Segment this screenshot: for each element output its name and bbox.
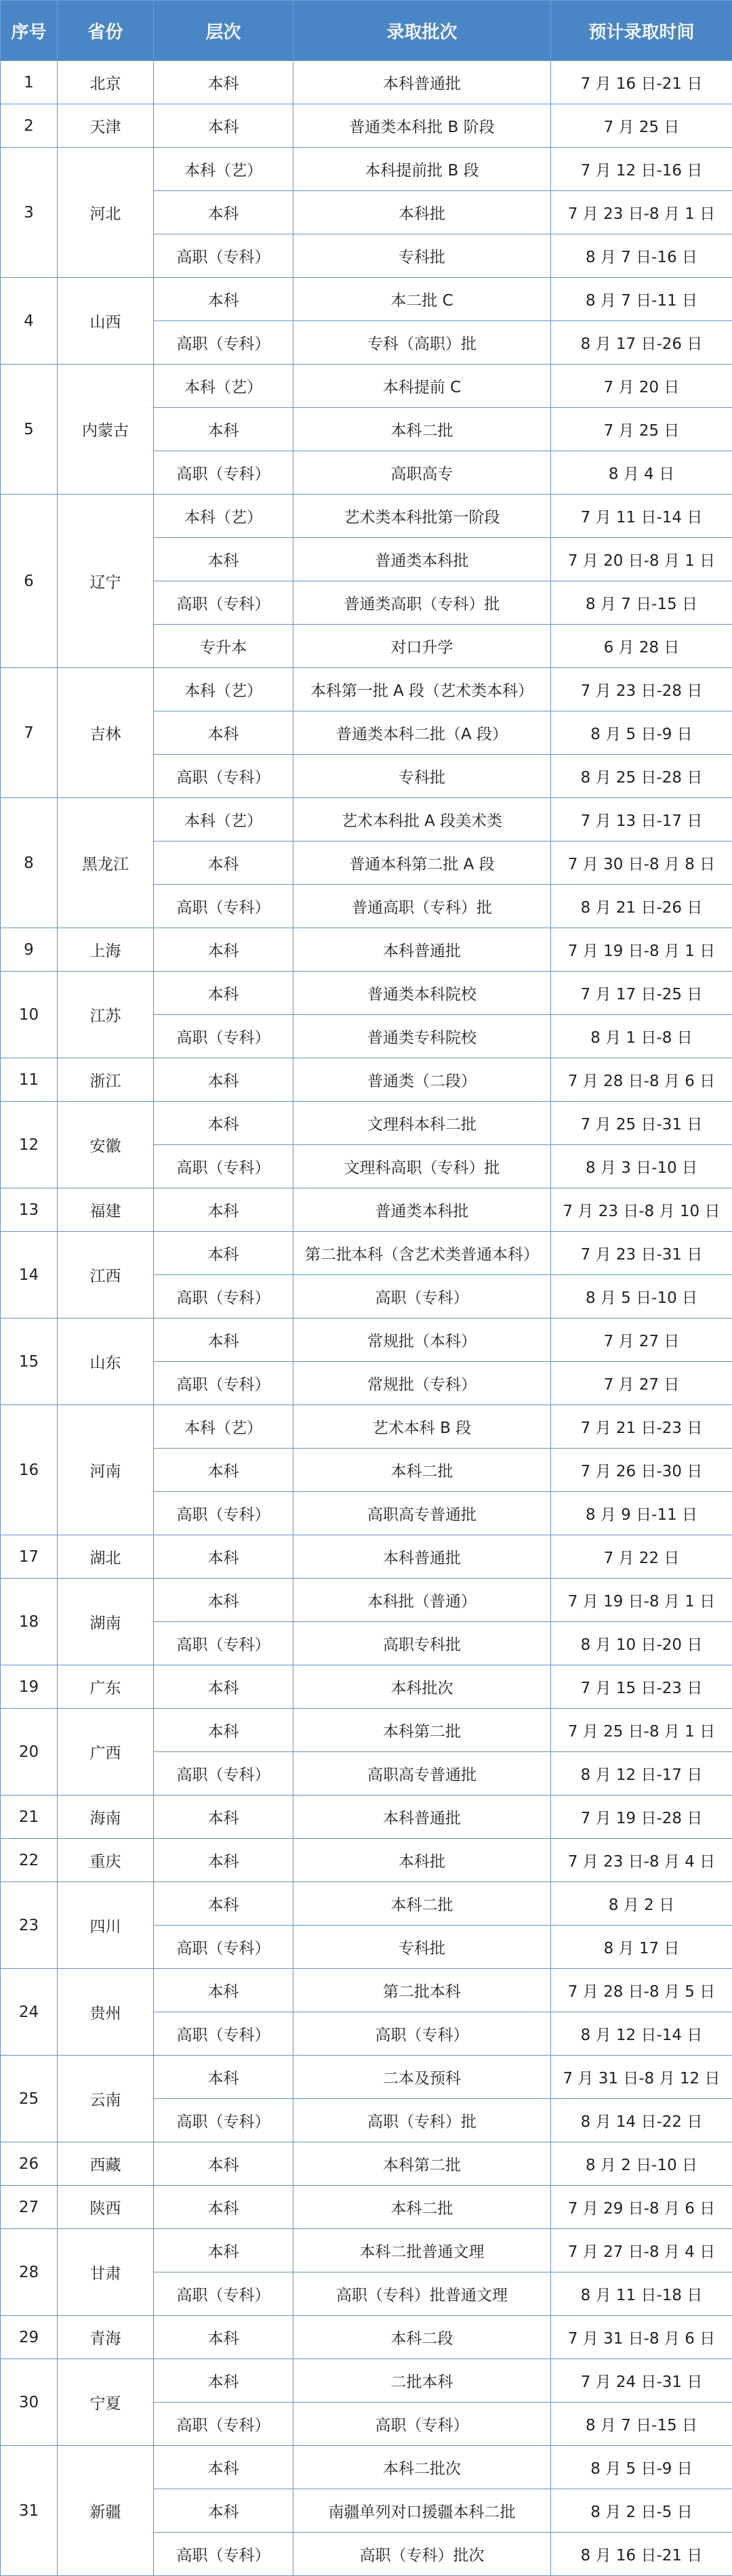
batch-cell: 对口升学 <box>293 625 551 668</box>
header-index: 序号 <box>1 1 58 61</box>
level-cell: 本科 <box>154 1839 293 1882</box>
header-row <box>1 1 732 61</box>
level-cell: 本科 <box>154 1102 293 1145</box>
province-name: 上海 <box>58 928 154 972</box>
batch-cell: 本科二批普通文理 <box>293 2229 551 2272</box>
province-name: 浙江 <box>58 1058 154 1102</box>
batch-cell: 本科普通批 <box>293 1795 551 1839</box>
batch-cell: 本科第二批 <box>293 2142 551 2186</box>
province-name: 陕西 <box>58 2186 154 2229</box>
row-index: 14 <box>1 1232 58 1318</box>
province-name: 辽宁 <box>58 495 154 668</box>
table-row <box>1 278 732 321</box>
row-index: 6 <box>1 495 58 668</box>
level-cell: 高职（专科） <box>154 321 293 365</box>
level-cell: 本科 <box>154 972 293 1015</box>
row-index: 2 <box>1 104 58 148</box>
time-cell: 8 月 14 日-22 日 <box>551 2099 732 2142</box>
time-cell: 7 月 19 日-8 月 1 日 <box>551 1579 732 1622</box>
level-cell: 本科 <box>154 2359 293 2403</box>
batch-cell: 本科批 <box>293 1839 551 1882</box>
level-cell: 本科 <box>154 2186 293 2229</box>
batch-cell: 高职专科批 <box>293 1622 551 1665</box>
level-cell: 高职（专科） <box>154 1926 293 1969</box>
level-cell: 本科 <box>154 928 293 972</box>
table-row <box>1 1318 732 1362</box>
time-cell: 8 月 17 日 <box>551 1926 732 1969</box>
level-cell: 专升本 <box>154 625 293 668</box>
level-cell: 本科（艺） <box>154 1405 293 1449</box>
table-row <box>1 2359 732 2403</box>
province-name: 山东 <box>58 1318 154 1405</box>
province-name: 广西 <box>58 1709 154 1795</box>
row-index: 30 <box>1 2359 58 2446</box>
time-cell: 8 月 10 日-20 日 <box>551 1622 732 1665</box>
batch-cell: 本科提前 C <box>293 365 551 408</box>
batch-cell: 高职高专 <box>293 451 551 495</box>
batch-cell: 普通本科第二批 A 段 <box>293 842 551 885</box>
row-index: 11 <box>1 1058 58 1102</box>
batch-cell: 高职（专科） <box>293 2403 551 2446</box>
time-cell: 7 月 25 日 <box>551 104 732 148</box>
province-name: 北京 <box>58 61 154 104</box>
time-cell: 7 月 22 日 <box>551 1535 732 1579</box>
time-cell: 7 月 30 日-8 月 8 日 <box>551 842 732 885</box>
time-cell: 7 月 28 日-8 月 5 日 <box>551 1969 732 2012</box>
table-row <box>1 104 732 148</box>
time-cell: 7 月 31 日-8 月 6 日 <box>551 2316 732 2359</box>
row-index: 25 <box>1 2056 58 2142</box>
time-cell: 8 月 9 日-11 日 <box>551 1492 732 1535</box>
province-name: 内蒙古 <box>58 365 154 495</box>
table-row <box>1 1188 732 1232</box>
level-cell: 本科 <box>154 1665 293 1709</box>
batch-cell: 本科批 <box>293 191 551 234</box>
province-name: 山西 <box>58 278 154 365</box>
level-cell: 本科 <box>154 1795 293 1839</box>
province-name: 宁夏 <box>58 2359 154 2446</box>
batch-cell: 第二批本科（含艺术类普通本科） <box>293 1232 551 1275</box>
batch-cell: 本科第二批 <box>293 1709 551 1752</box>
time-cell: 8 月 17 日-26 日 <box>551 321 732 365</box>
time-cell: 7 月 11 日-14 日 <box>551 495 732 538</box>
level-cell: 本科 <box>154 1709 293 1752</box>
table-row <box>1 1535 732 1579</box>
level-cell: 本科 <box>154 2142 293 2186</box>
province-name: 福建 <box>58 1188 154 1232</box>
batch-cell: 普通类本科批 <box>293 1188 551 1232</box>
level-cell: 高职（专科） <box>154 2272 293 2316</box>
time-cell: 7 月 25 日 <box>551 408 732 451</box>
level-cell: 本科 <box>154 1882 293 1926</box>
level-cell: 本科（艺） <box>154 365 293 408</box>
batch-cell: 高职（专科）批普通文理 <box>293 2272 551 2316</box>
time-cell: 7 月 31 日-8 月 12 日 <box>551 2056 732 2099</box>
batch-cell: 南疆单列对口援疆本科二批 <box>293 2489 551 2533</box>
table-row <box>1 1579 732 1622</box>
row-index: 20 <box>1 1709 58 1795</box>
table-row <box>1 1405 732 1449</box>
time-cell: 7 月 12 日-16 日 <box>551 148 732 191</box>
level-cell: 本科 <box>154 1188 293 1232</box>
province-name: 吉林 <box>58 668 154 798</box>
table-row <box>1 2142 732 2186</box>
time-cell: 8 月 16 日-21 日 <box>551 2533 732 2576</box>
row-index: 7 <box>1 668 58 798</box>
batch-cell: 艺术类本科批第一阶段 <box>293 495 551 538</box>
batch-cell: 高职（专科） <box>293 2012 551 2056</box>
province-name: 江西 <box>58 1232 154 1318</box>
row-index: 12 <box>1 1102 58 1188</box>
level-cell: 高职（专科） <box>154 451 293 495</box>
table-row <box>1 1969 732 2012</box>
table-row <box>1 2186 732 2229</box>
time-cell: 7 月 19 日-8 月 1 日 <box>551 928 732 972</box>
batch-cell: 专科批 <box>293 755 551 798</box>
batch-cell: 二本及预科 <box>293 2056 551 2099</box>
batch-cell: 高职（专科）批 <box>293 2099 551 2142</box>
level-cell: 高职（专科） <box>154 1145 293 1188</box>
level-cell: 本科（艺） <box>154 798 293 842</box>
batch-cell: 二批本科 <box>293 2359 551 2403</box>
level-cell: 高职（专科） <box>154 1492 293 1535</box>
row-index: 22 <box>1 1839 58 1882</box>
level-cell: 本科 <box>154 61 293 104</box>
level-cell: 高职（专科） <box>154 1752 293 1795</box>
time-cell: 7 月 23 日-28 日 <box>551 668 732 711</box>
row-index: 17 <box>1 1535 58 1579</box>
batch-cell: 本科普通批 <box>293 61 551 104</box>
time-cell: 7 月 23 日-8 月 1 日 <box>551 191 732 234</box>
province-name: 云南 <box>58 2056 154 2142</box>
level-cell: 高职（专科） <box>154 755 293 798</box>
province-name: 广东 <box>58 1665 154 1709</box>
batch-cell: 专科批 <box>293 234 551 278</box>
table-row <box>1 928 732 972</box>
level-cell: 本科 <box>154 1969 293 2012</box>
row-index: 19 <box>1 1665 58 1709</box>
batch-cell: 本科二批 <box>293 408 551 451</box>
table-row <box>1 2229 732 2272</box>
row-index: 21 <box>1 1795 58 1839</box>
row-index: 28 <box>1 2229 58 2316</box>
level-cell: 本科 <box>154 2316 293 2359</box>
time-cell: 8 月 2 日-10 日 <box>551 2142 732 2186</box>
row-index: 27 <box>1 2186 58 2229</box>
row-index: 29 <box>1 2316 58 2359</box>
time-cell: 7 月 23 日-8 月 10 日 <box>551 1188 732 1232</box>
province-name: 新疆 <box>58 2446 154 2576</box>
row-index: 15 <box>1 1318 58 1405</box>
time-cell: 8 月 11 日-18 日 <box>551 2272 732 2316</box>
table-row <box>1 2056 732 2099</box>
level-cell: 高职（专科） <box>154 1622 293 1665</box>
time-cell: 7 月 17 日-25 日 <box>551 972 732 1015</box>
header-batch: 录取批次 <box>293 1 551 61</box>
level-cell: 本科 <box>154 2446 293 2489</box>
header-time: 预计录取时间 <box>551 1 732 61</box>
province-name: 湖北 <box>58 1535 154 1579</box>
batch-cell: 文理科本科二批 <box>293 1102 551 1145</box>
time-cell: 7 月 26 日-30 日 <box>551 1449 732 1492</box>
batch-cell: 普通类本科批 <box>293 538 551 581</box>
batch-cell: 专科（高职）批 <box>293 321 551 365</box>
province-name: 湖南 <box>58 1579 154 1665</box>
row-index: 31 <box>1 2446 58 2576</box>
level-cell: 高职（专科） <box>154 2403 293 2446</box>
row-index: 9 <box>1 928 58 972</box>
table-row <box>1 1882 732 1926</box>
time-cell: 8 月 7 日-15 日 <box>551 581 732 625</box>
row-index: 13 <box>1 1188 58 1232</box>
province-name: 四川 <box>58 1882 154 1969</box>
batch-cell: 艺术本科 B 段 <box>293 1405 551 1449</box>
batch-cell: 专科批 <box>293 1926 551 1969</box>
batch-cell: 普通高职（专科）批 <box>293 885 551 928</box>
time-cell: 7 月 21 日-23 日 <box>551 1405 732 1449</box>
time-cell: 7 月 27 日 <box>551 1318 732 1362</box>
batch-cell: 常规批（专科） <box>293 1362 551 1405</box>
level-cell: 本科（艺） <box>154 148 293 191</box>
level-cell: 本科（艺） <box>154 668 293 711</box>
batch-cell: 本科二批次 <box>293 2446 551 2489</box>
time-cell: 8 月 7 日-15 日 <box>551 2403 732 2446</box>
batch-cell: 第二批本科 <box>293 1969 551 2012</box>
level-cell: 本科 <box>154 842 293 885</box>
row-index: 8 <box>1 798 58 928</box>
row-index: 16 <box>1 1405 58 1535</box>
time-cell: 7 月 28 日-8 月 6 日 <box>551 1058 732 1102</box>
time-cell: 8 月 25 日-28 日 <box>551 755 732 798</box>
time-cell: 8 月 2 日-5 日 <box>551 2489 732 2533</box>
batch-cell: 普通类本科院校 <box>293 972 551 1015</box>
province-name: 江苏 <box>58 972 154 1058</box>
table-row <box>1 798 732 842</box>
level-cell: 高职（专科） <box>154 581 293 625</box>
level-cell: 高职（专科） <box>154 1275 293 1318</box>
batch-cell: 普通类专科院校 <box>293 1015 551 1058</box>
batch-cell: 普通类本科二批（A 段） <box>293 711 551 755</box>
row-index: 1 <box>1 61 58 104</box>
batch-cell: 本科提前批 B 段 <box>293 148 551 191</box>
time-cell: 8 月 12 日-14 日 <box>551 2012 732 2056</box>
batch-cell: 本科批（普通） <box>293 1579 551 1622</box>
table-row <box>1 1795 732 1839</box>
row-index: 26 <box>1 2142 58 2186</box>
batch-cell: 本科二批 <box>293 1449 551 1492</box>
time-cell: 8 月 5 日-10 日 <box>551 1275 732 1318</box>
table-body <box>1 61 732 2576</box>
level-cell: 高职（专科） <box>154 234 293 278</box>
province-name: 甘肃 <box>58 2229 154 2316</box>
batch-cell: 高职（专科） <box>293 1275 551 1318</box>
level-cell: 本科 <box>154 408 293 451</box>
batch-cell: 高职高专普通批 <box>293 1492 551 1535</box>
batch-cell: 文理科高职（专科）批 <box>293 1145 551 1188</box>
time-cell: 7 月 24 日-31 日 <box>551 2359 732 2403</box>
table-row <box>1 972 732 1015</box>
level-cell: 高职（专科） <box>154 1362 293 1405</box>
province-name: 黑龙江 <box>58 798 154 928</box>
batch-cell: 普通类本科批 B 阶段 <box>293 104 551 148</box>
time-cell: 7 月 20 日-8 月 1 日 <box>551 538 732 581</box>
table-row <box>1 1058 732 1102</box>
province-name: 安徽 <box>58 1102 154 1188</box>
time-cell: 8 月 7 日-16 日 <box>551 234 732 278</box>
level-cell: 高职（专科） <box>154 2533 293 2576</box>
batch-cell: 本科二段 <box>293 2316 551 2359</box>
table-row <box>1 1709 732 1752</box>
batch-cell: 本科批次 <box>293 1665 551 1709</box>
level-cell: 本科 <box>154 711 293 755</box>
time-cell: 7 月 27 日 <box>551 1362 732 1405</box>
table-row <box>1 148 732 191</box>
batch-cell: 常规批（本科） <box>293 1318 551 1362</box>
table-row <box>1 668 732 711</box>
time-cell: 8 月 2 日 <box>551 1882 732 1926</box>
table-row <box>1 61 732 104</box>
row-index: 5 <box>1 365 58 495</box>
time-cell: 7 月 19 日-28 日 <box>551 1795 732 1839</box>
level-cell: 本科 <box>154 2056 293 2099</box>
province-name: 海南 <box>58 1795 154 1839</box>
table-row <box>1 2316 732 2359</box>
level-cell: 本科 <box>154 538 293 581</box>
batch-cell: 本二批 C <box>293 278 551 321</box>
batch-cell: 本科普通批 <box>293 928 551 972</box>
row-index: 23 <box>1 1882 58 1969</box>
province-name: 西藏 <box>58 2142 154 2186</box>
batch-cell: 艺术本科批 A 段美术类 <box>293 798 551 842</box>
time-cell: 8 月 3 日-10 日 <box>551 1145 732 1188</box>
row-index: 24 <box>1 1969 58 2056</box>
level-cell: 高职（专科） <box>154 885 293 928</box>
level-cell: 本科 <box>154 1579 293 1622</box>
time-cell: 8 月 12 日-17 日 <box>551 1752 732 1795</box>
row-index: 10 <box>1 972 58 1058</box>
time-cell: 6 月 28 日 <box>551 625 732 668</box>
batch-cell: 本科二批 <box>293 1882 551 1926</box>
level-cell: 本科 <box>154 191 293 234</box>
batch-cell: 本科二批 <box>293 2186 551 2229</box>
level-cell: 本科 <box>154 1058 293 1102</box>
time-cell: 7 月 20 日 <box>551 365 732 408</box>
level-cell: 高职（专科） <box>154 2099 293 2142</box>
header-province: 省份 <box>58 1 154 61</box>
province-name: 贵州 <box>58 1969 154 2056</box>
level-cell: 本科 <box>154 1535 293 1579</box>
batch-cell: 普通类（二段） <box>293 1058 551 1102</box>
time-cell: 7 月 29 日-8 月 6 日 <box>551 2186 732 2229</box>
time-cell: 7 月 25 日-31 日 <box>551 1102 732 1145</box>
time-cell: 7 月 23 日-8 月 4 日 <box>551 1839 732 1882</box>
province-name: 天津 <box>58 104 154 148</box>
header-level: 层次 <box>154 1 293 61</box>
level-cell: 本科 <box>154 2489 293 2533</box>
table-row <box>1 1232 732 1275</box>
level-cell: 高职（专科） <box>154 2012 293 2056</box>
table-row <box>1 495 732 538</box>
level-cell: 本科 <box>154 278 293 321</box>
level-cell: 高职（专科） <box>154 1015 293 1058</box>
level-cell: 本科 <box>154 104 293 148</box>
batch-cell: 本科第一批 A 段（艺术类本科） <box>293 668 551 711</box>
row-index: 4 <box>1 278 58 365</box>
time-cell: 8 月 7 日-11 日 <box>551 278 732 321</box>
level-cell: 本科 <box>154 2229 293 2272</box>
time-cell: 7 月 15 日-23 日 <box>551 1665 732 1709</box>
batch-cell: 本科普通批 <box>293 1535 551 1579</box>
time-cell: 8 月 5 日-9 日 <box>551 711 732 755</box>
row-index: 18 <box>1 1579 58 1665</box>
batch-cell: 高职高专普通批 <box>293 1752 551 1795</box>
time-cell: 8 月 5 日-9 日 <box>551 2446 732 2489</box>
province-name: 青海 <box>58 2316 154 2359</box>
table-row <box>1 1839 732 1882</box>
time-cell: 7 月 27 日-8 月 4 日 <box>551 2229 732 2272</box>
row-index: 3 <box>1 148 58 278</box>
level-cell: 本科 <box>154 1449 293 1492</box>
table-row <box>1 1102 732 1145</box>
time-cell: 7 月 25 日-8 月 1 日 <box>551 1709 732 1752</box>
level-cell: 本科 <box>154 1232 293 1275</box>
time-cell: 8 月 1 日-8 日 <box>551 1015 732 1058</box>
province-name: 河北 <box>58 148 154 278</box>
time-cell: 8 月 4 日 <box>551 451 732 495</box>
time-cell: 7 月 16 日-21 日 <box>551 61 732 104</box>
batch-cell: 高职（专科）批次 <box>293 2533 551 2576</box>
province-name: 河南 <box>58 1405 154 1535</box>
time-cell: 8 月 21 日-26 日 <box>551 885 732 928</box>
level-cell: 本科 <box>154 1318 293 1362</box>
province-name: 重庆 <box>58 1839 154 1882</box>
table-row <box>1 1665 732 1709</box>
batch-cell: 普通类高职（专科）批 <box>293 581 551 625</box>
time-cell: 7 月 13 日-17 日 <box>551 798 732 842</box>
table-row <box>1 2446 732 2489</box>
table-row <box>1 365 732 408</box>
time-cell: 7 月 23 日-31 日 <box>551 1232 732 1275</box>
level-cell: 本科（艺） <box>154 495 293 538</box>
